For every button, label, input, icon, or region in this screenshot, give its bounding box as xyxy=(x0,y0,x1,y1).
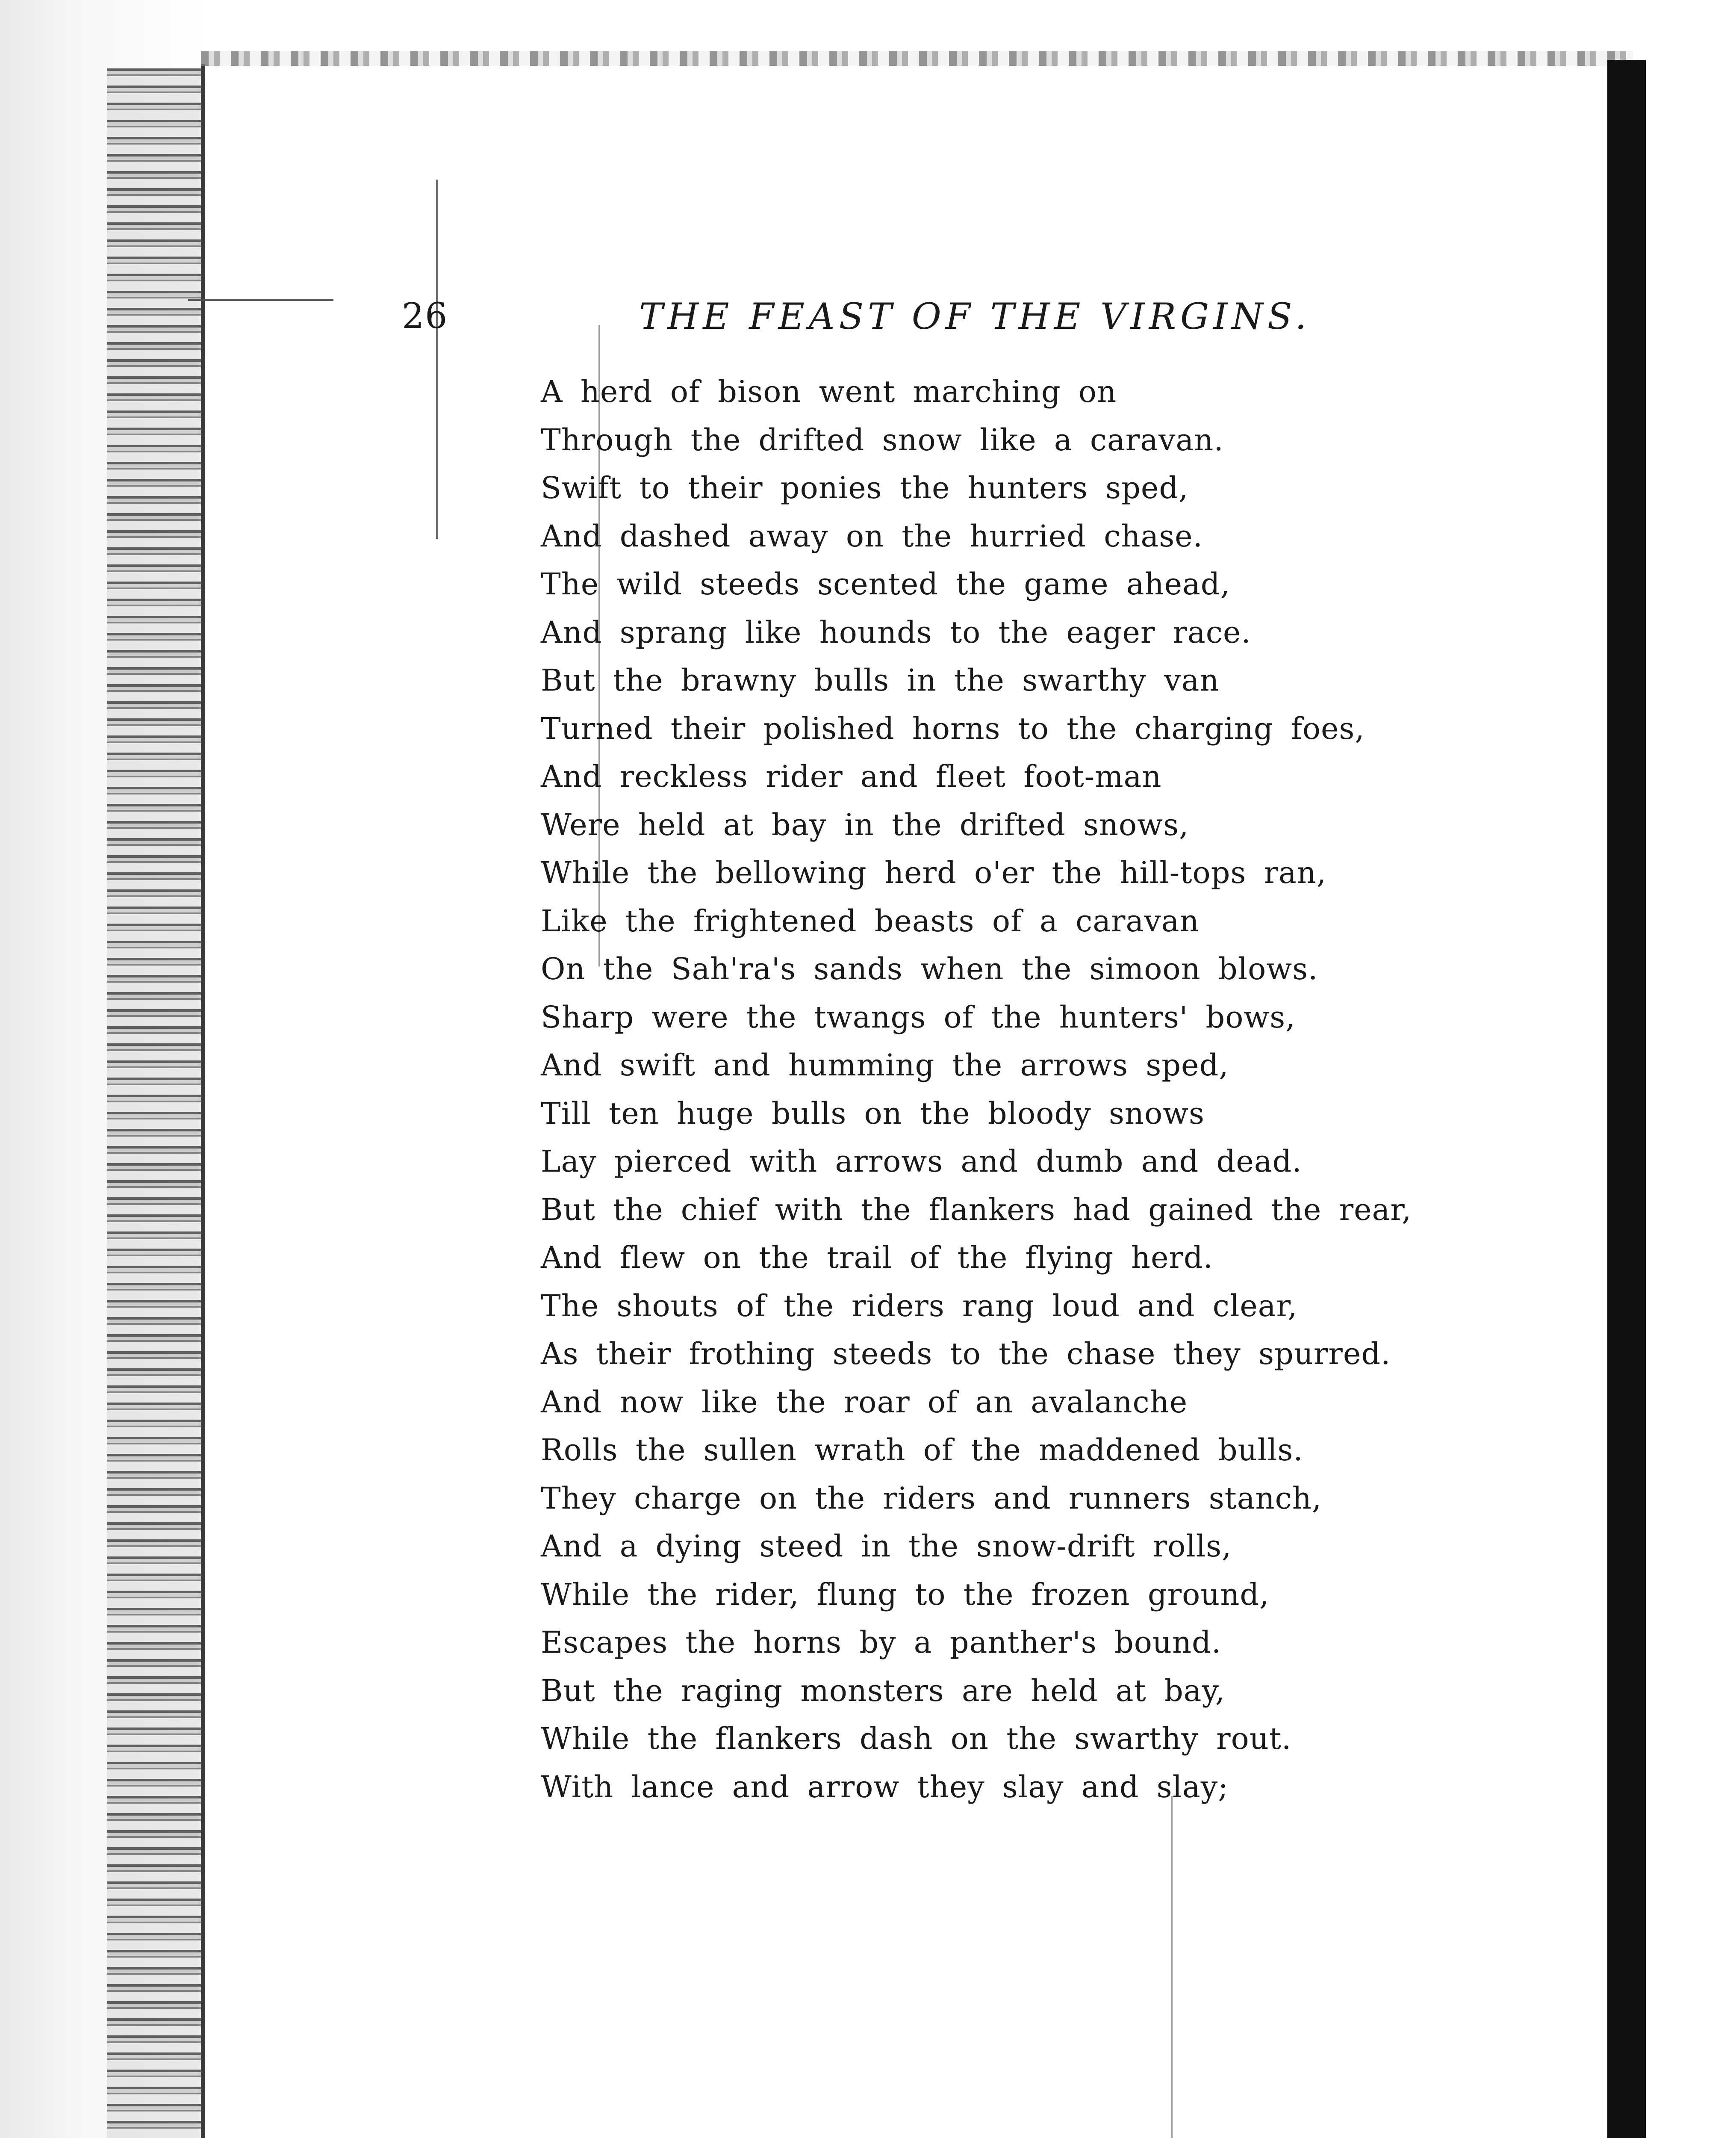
scan-binding-noise xyxy=(107,68,201,2138)
poem-line: While the bellowing herd o'er the hill-tops ran, xyxy=(541,855,1327,890)
pencil-mark-bottom xyxy=(1171,1796,1173,2138)
poem-line: And swift and humming the arrows sped, xyxy=(541,1048,1229,1083)
poem-line: They charge on the riders and runners stanch, xyxy=(541,1480,1322,1516)
poem-line: Rolls the sullen wrath of the maddened bulls. xyxy=(541,1432,1303,1468)
poem-line: Escapes the horns by a panther's bound. xyxy=(541,1625,1222,1660)
scan-page-edge-left xyxy=(201,64,205,2138)
poem-line: With lance and arrow they slay and slay; xyxy=(541,1769,1229,1804)
poem-line: Sharp were the twangs of the hunters' bows, xyxy=(541,999,1296,1035)
poem-text xyxy=(541,368,1438,1811)
poem-line: And a dying steed in the snow-drift rolls, xyxy=(541,1529,1232,1564)
poem-line: And dashed away on the hurried chase. xyxy=(541,518,1203,554)
poem-line: And flew on the trail of the flying herd. xyxy=(541,1240,1213,1275)
poem-line: Like the frightened beasts of a caravan xyxy=(541,903,1200,939)
poem-line: Lay pierced with arrows and dumb and dead. xyxy=(541,1144,1302,1179)
poem-line: As their frothing steeds to the chase they spurred. xyxy=(541,1336,1391,1371)
poem-line: Till ten huge bulls on the bloody snows xyxy=(541,1096,1205,1131)
poem-line: The wild steeds scented the game ahead, xyxy=(541,567,1230,602)
poem-line: And sprang like hounds to the eager race. xyxy=(541,614,1251,650)
poem-line: Through the drifted snow like a caravan. xyxy=(541,422,1224,458)
pencil-mark-left xyxy=(436,180,438,539)
page-title: THE FEAST OF THE VIRGINS. xyxy=(639,295,1311,337)
poem-line: While the rider, flung to the frozen ground, xyxy=(541,1577,1270,1612)
poem-line: But the chief with the flankers had gained the rear, xyxy=(541,1192,1412,1227)
scan-page-edge-top xyxy=(201,51,1633,66)
poem-line: Were held at bay in the drifted snows, xyxy=(541,807,1189,842)
poem-line: But the brawny bulls in the swarthy van xyxy=(541,663,1220,698)
poem-line: And reckless rider and fleet foot-man xyxy=(541,759,1162,794)
poem-line: A herd of bison went marching on xyxy=(541,374,1117,409)
pencil-mark-head xyxy=(188,299,333,301)
poem-line: And now like the roar of an avalanche xyxy=(541,1384,1188,1420)
poem-line: On the Sah'ra's sands when the simoon blows. xyxy=(541,951,1318,986)
poem-line: While the flankers dash on the swarthy rout. xyxy=(541,1721,1292,1756)
poem-line: The shouts of the riders rang loud and clear, xyxy=(541,1288,1298,1323)
poem-line: Turned their polished horns to the charging foes, xyxy=(541,711,1365,746)
poem-line: But the raging monsters are held at bay, xyxy=(541,1673,1226,1708)
poem-line: Swift to their ponies the hunters sped, xyxy=(541,470,1189,505)
page-number: 26 xyxy=(402,296,448,337)
scan-page-edge-right xyxy=(1607,60,1646,2138)
running-head xyxy=(402,291,1311,342)
